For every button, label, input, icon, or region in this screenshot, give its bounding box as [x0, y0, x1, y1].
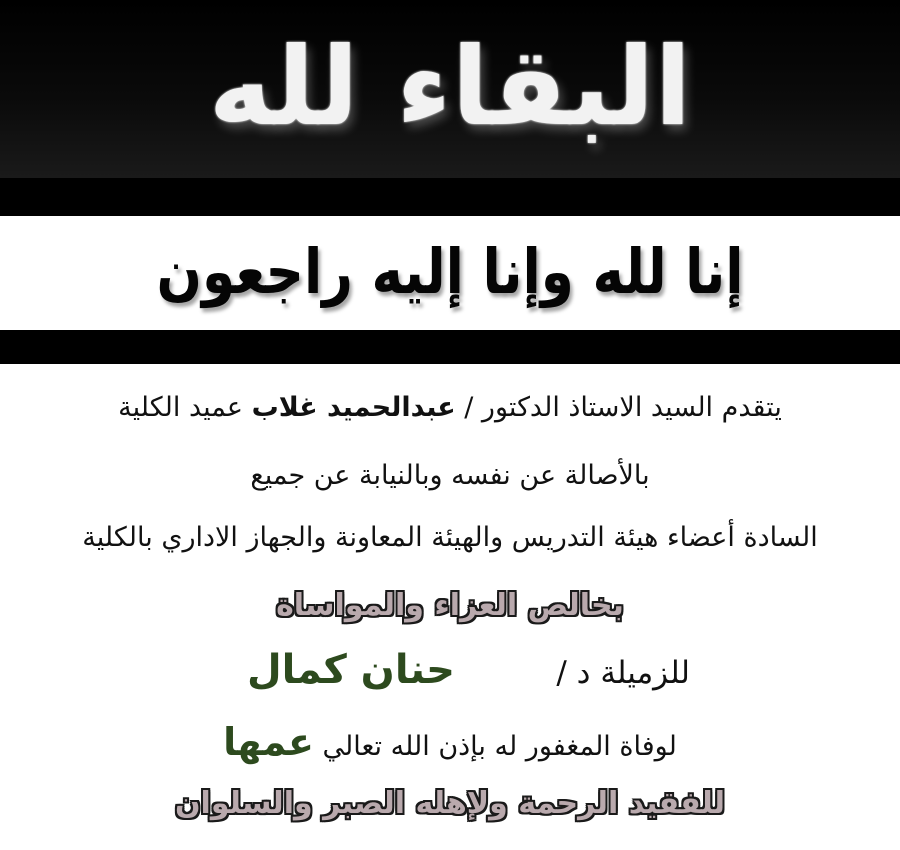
- colleague-name: حنان كمال: [246, 647, 455, 693]
- deceased-line: [0, 720, 900, 764]
- announcement-line-1-end: عميد الكلية: [118, 392, 252, 423]
- dean-name: عبدالحميد غلاب: [251, 392, 456, 423]
- announcement-line-1: [0, 392, 900, 423]
- relation-word: عمها: [223, 720, 314, 764]
- condolence-title: البقاء لله: [208, 25, 692, 150]
- divider-strip-bottom: [0, 330, 900, 364]
- condolence-phrase: بخالص العزاء والمواساة: [276, 588, 624, 623]
- quran-verse: إنا لله وإنا إليه راجعون: [156, 235, 744, 308]
- divider-strip-top: [0, 178, 900, 216]
- announcement-line-1-start: يتقدم السيد الاستاذ الدكتور /: [455, 392, 782, 423]
- announcement-line-2: بالأصالة عن نفسه وبالنيابة عن جميع: [250, 460, 650, 491]
- deceased-line-text: لوفاة المغفور له بإذن الله تعالي: [313, 731, 677, 762]
- announcement-line-3: السادة أعضاء هيئة التدريس والهيئة المعاونة والجهاز الاداري بالكلية: [82, 522, 818, 553]
- colleague-prefix: للزميلة د /: [556, 655, 690, 691]
- prayer-line: للفقيد الرحمة ولإهله الصبر والسلوان: [174, 786, 726, 821]
